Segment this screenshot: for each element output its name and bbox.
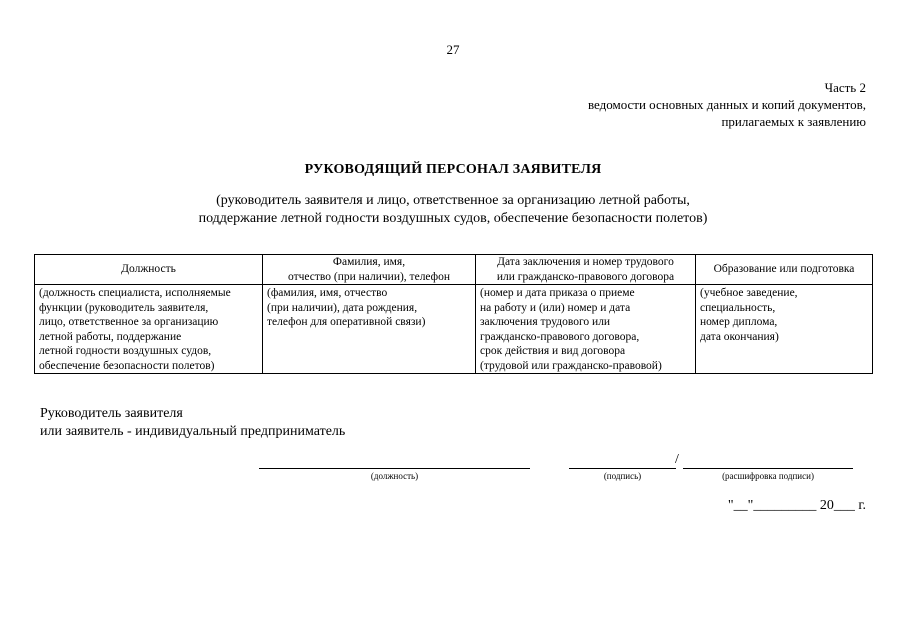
document-title: РУКОВОДЯЩИЙ ПЕРСОНАЛ ЗАЯВИТЕЛЯ [304,162,602,177]
signature-decode-line[interactable] [683,468,853,469]
cell-line: (трудовой или гражданско-правовой) [480,359,662,372]
cell-line: номер диплома, [700,316,778,328]
header-text: Фамилия, имя, [332,256,406,268]
cell-line: летной годности воздушных судов, [39,345,212,357]
header-contract [476,255,696,285]
cell-line: телефон для оперативной связи) [267,316,426,328]
cell-line: заключения трудового или [480,316,611,328]
header-position [35,255,263,285]
cell-line: (должность специалиста, исполняемые [39,287,231,299]
header-text: Дата заключения и номер трудового [497,256,674,268]
cell-line: срок действия и вид договора [480,345,626,357]
cell-line: гражданско-правового договора, [480,330,640,343]
cell-line: (учебное заведение, [700,287,798,299]
header-text: Должность [121,263,176,276]
header-education [696,255,873,285]
subtitle-line-2: поддержание летной годности воздушных судов, обеспечение безопасности полетов) [198,211,708,226]
signer-block [40,405,345,441]
table-header-row [35,255,873,285]
cell-line: дата окончания) [700,330,779,343]
cell-line: (при наличии), дата рождения, [267,301,418,314]
cell-full-name [263,285,476,374]
signature-line[interactable] [569,468,676,469]
part-line-1: Часть 2 [824,80,866,95]
cell-education [696,285,873,374]
personnel-table [34,254,873,374]
position-signature-line[interactable] [259,468,530,469]
cell-line: (фамилия, имя, отчество [267,287,388,299]
cell-position [35,285,263,374]
subtitle-line-1: (руководитель заявителя и лицо, ответственное за организацию летной работы, [216,193,690,208]
signature-caption: (подпись) [603,471,642,481]
part-header [588,79,866,130]
header-full-name [263,255,476,285]
part-line-3: прилагаемых к заявлению [721,114,866,129]
header-text: или гражданско-правового договора [496,270,675,283]
position-caption: (должность) [370,471,419,481]
cell-line: летной работы, поддержание [39,330,182,343]
signature-separator: / [675,452,679,467]
part-line-2: ведомости основных данных и копий документов, [587,97,866,112]
cell-line: лицо, ответственное за организацию [39,316,219,328]
table-row [35,285,873,374]
header-text: отчество (при наличии), телефон [287,270,451,283]
cell-line: функции (руководитель заявителя, [39,301,209,314]
cell-contract [476,285,696,374]
page-number: 27 [446,42,460,57]
cell-line: обеспечение безопасности полетов) [39,359,215,372]
cell-line: специальность, [700,301,776,314]
signer-line-2: или заявитель - индивидуальный предприниматель [40,424,346,439]
document-subtitle [0,192,906,228]
cell-line: на работу и (или) номер и дата [480,301,631,314]
cell-line: (номер и дата приказа о приеме [480,287,635,299]
date-field[interactable]: "__"_________ 20___ г. [727,498,866,513]
signer-line-1: Руководитель заявителя [40,406,183,421]
header-text: Образование или подготовка [713,263,855,276]
decode-caption: (расшифровка подписи) [722,471,814,481]
